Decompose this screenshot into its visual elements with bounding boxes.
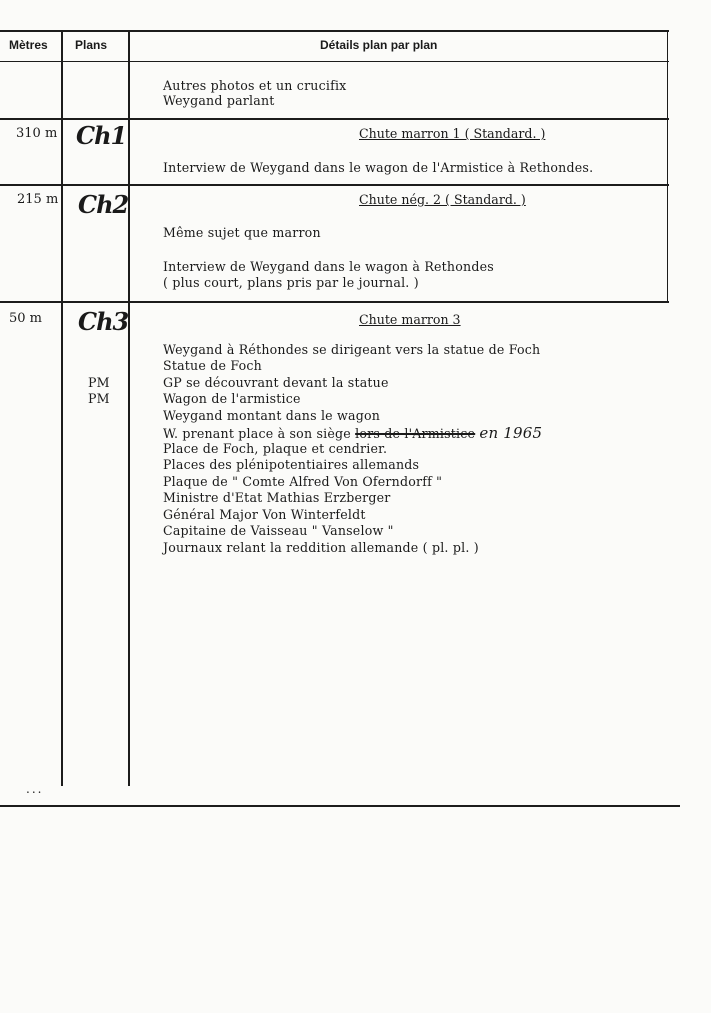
detail-line: Place de Foch, plaque et cendrier. <box>163 441 388 456</box>
footer-ellipsis: ... <box>26 782 44 796</box>
table-top-border <box>0 30 669 32</box>
column-header-metres: Mètres <box>9 38 48 52</box>
detail-line-text: W. prenant place à son siège <box>163 426 351 441</box>
detail-line: Ministre d'Etat Mathias Erzberger <box>163 490 391 505</box>
column-header-details: Détails plan par plan <box>320 38 438 52</box>
row-divider-3 <box>0 301 669 303</box>
row-divider-2 <box>0 184 669 186</box>
column-divider-2 <box>128 30 130 786</box>
handwritten-code: Ch3 <box>78 307 129 336</box>
meter-value: 310 m <box>16 126 58 141</box>
header-bottom-border <box>0 61 669 62</box>
detail-line: ( plus court, plans pris par le journal. ) <box>163 275 419 290</box>
detail-line: Places des plénipotentiaires allemands <box>163 457 420 472</box>
detail-line: Journaux relant la reddition allemande ( pl. pl. ) <box>163 540 479 555</box>
struck-text: lors de l'Armistice <box>355 426 476 441</box>
column-header-plans: Plans <box>75 38 108 52</box>
plan-code: PM <box>88 391 110 406</box>
detail-line: GP se découvrant devant la statue <box>163 375 389 390</box>
meter-value: 215 m <box>17 192 59 207</box>
plan-code: PM <box>88 375 110 390</box>
detail-line: Même sujet que marron <box>163 225 321 240</box>
detail-line: Plaque de " Comte Alfred Von Oferndorff " <box>163 474 443 489</box>
handwritten-code: Ch1 <box>76 121 127 150</box>
detail-line: Weygand montant dans le wagon <box>163 408 381 423</box>
section-title: Chute marron 1 ( Standard. ) <box>359 126 546 141</box>
detail-line: Weygand à Réthondes se dirigeant vers la statue de Foch <box>163 342 541 357</box>
column-divider-1 <box>61 30 63 786</box>
meter-value: 50 m <box>9 311 43 326</box>
detail-line: Statue de Foch <box>163 358 262 373</box>
detail-line <box>163 424 542 442</box>
handwritten-annotation: en 1965 <box>479 424 543 442</box>
detail-line: Autres photos et un crucifix <box>163 78 347 93</box>
section-title: Chute nég. 2 ( Standard. ) <box>359 192 526 207</box>
row-divider-1 <box>0 118 669 120</box>
detail-line: Interview de Weygand dans le wagon à Rethondes <box>163 259 494 274</box>
table-bottom-border <box>0 805 680 807</box>
detail-line: Interview de Weygand dans le wagon de l'Armistice à Rethondes. <box>163 160 594 175</box>
detail-line: Wagon de l'armistice <box>163 391 301 406</box>
detail-line: Général Major Von Winterfeldt <box>163 507 366 522</box>
detail-line: Capitaine de Vaisseau " Vanselow " <box>163 523 394 538</box>
handwritten-code: Ch2 <box>78 190 129 219</box>
section-title: Chute marron 3 <box>359 312 461 327</box>
detail-line: Weygand parlant <box>163 93 275 108</box>
right-border <box>667 30 668 302</box>
